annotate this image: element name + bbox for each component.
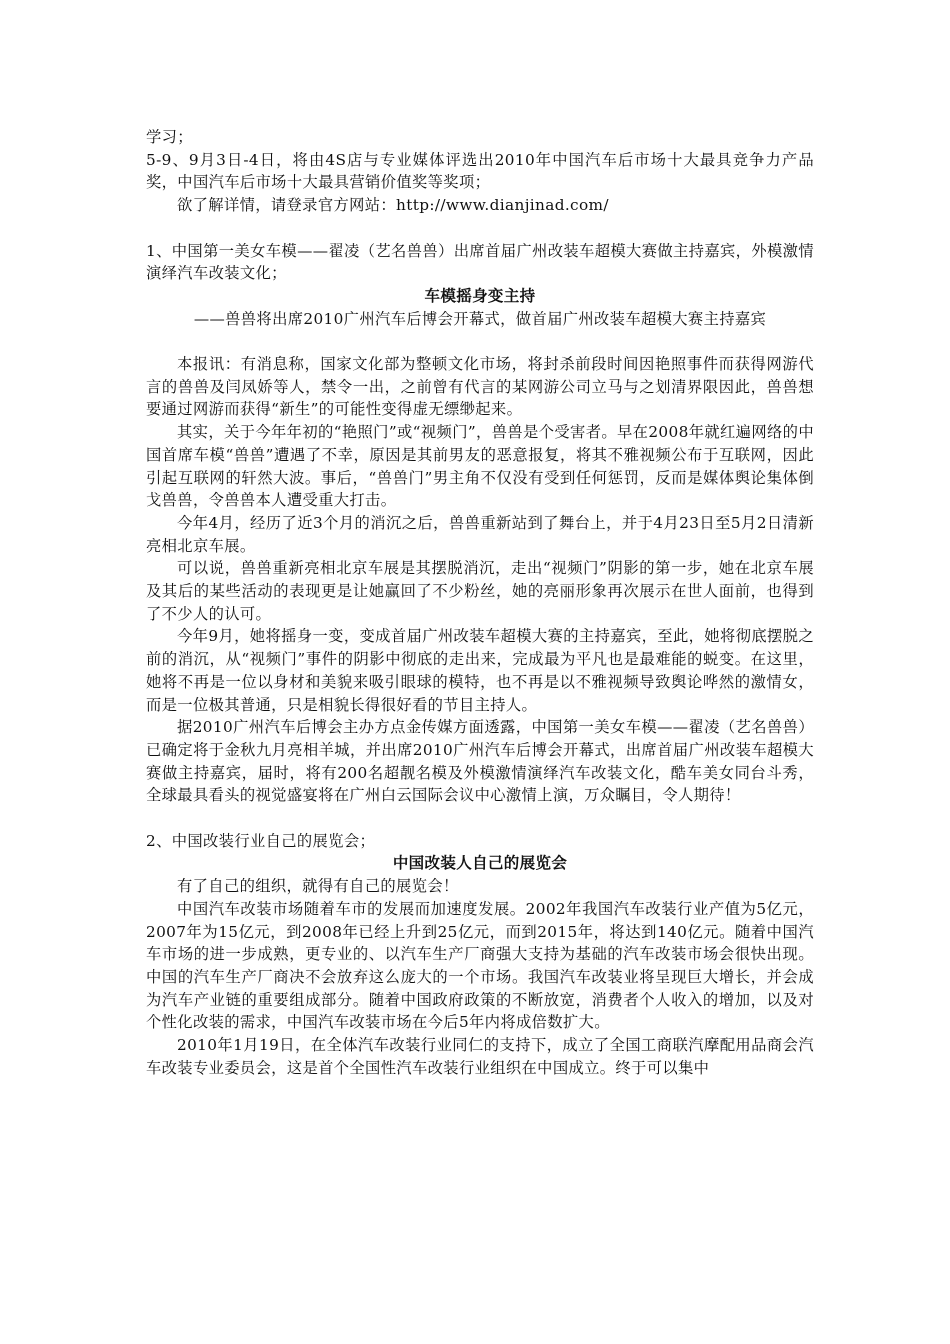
website-line: 欲了解详情，请登录官方网站：http://www.dianjinad.com/: [177, 196, 609, 215]
item-5-9: 5-9、9月3日-4日，将由4S店与专业媒体评选出2010年中国汽车后市场十大最具竞争力产品奖，中国汽车后市场十大最具营销价值奖等奖项；: [146, 150, 814, 192]
section1-paragraph: 可以说，兽兽重新亮相北京车展是其摆脱消沉，走出“视频门”阴影的第一步，她在北京车展及其后的某些活动的表现更是让她赢回了不少粉丝，她的亮丽形象再次展示在世人面前，也得到了不少人的认可。: [146, 559, 814, 623]
section1-paragraph: 本报讯：有消息称，国家文化部为整顿文化市场，将封杀前段时间因艳照事件而获得网游代言的兽兽及闫凤娇等人，禁令一出，之前曾有代言的某网游公司立马与之划清界限因此，兽兽想要通过网游而获得“新生”的可能性变得虚无缥缈起来。: [146, 355, 814, 419]
spacer: [146, 330, 814, 353]
spacer: [146, 807, 814, 830]
section2-paragraph: 有了自己的组织，就得有自己的展览会！: [177, 877, 459, 896]
line-study: 学习；: [146, 128, 193, 146]
section2-paragraph: 中国汽车改装市场随着车市的发展而加速度发展。2002年我国汽车改装行业产值为5亿元，2007年为15亿元，到2008年已经上升到25亿元，而到2015年，将达到140亿元。随着中国汽车市场的进一步成熟，更专业的、以汽车生产厂商强大支持为基础的汽车改装市场会很快出现。中国的汽车生产厂商决不会放弃这么庞大的一个市场。我国汽车改装业将呈现巨大增长，并会成为汽车产业链的重要组成部分。随着中国政府政策的不断放宽，消费者个人收入的增加，以及对个性化改装的需求，中国汽车改装市场在今后5年内将成倍数扩大。: [146, 899, 814, 1032]
section1-subtitle: ——兽兽将出席2010广州汽车后博会开幕式，做首届广州改装车超模大赛主持嘉宾: [193, 309, 767, 328]
section1-paragraph: 今年4月，经历了近3个月的消沉之后，兽兽重新站到了舞台上，并于4月23日至5月2日清新亮相北京车展。: [146, 513, 814, 555]
section2-title: 中国改装人自己的展览会: [392, 854, 568, 873]
section1-paragraph: 今年9月，她将摇身一变，变成首届广州改装车超模大赛的主持嘉宾，至此，她将彻底摆脱之前的消沉，从“视频门”事件的阴影中彻底的走出来，完成最为平凡也是最难能的蜕变。在这里，她将不再是一位以身材和美貌来吸引眼球的模特，也不再是以不雅视频导致舆论哗然的激情女，而是一位极其普通，只是相貌长得很好看的节目主持人。: [146, 627, 814, 714]
section1-paragraph: 据2010广州汽车后博会主办方点金传媒方面透露，中国第一美女车模——翟凌（艺名兽兽）已确定将于金秋九月亮相羊城，并出席2010广州汽车后博会开幕式，出席首届广州改装车超模大赛做主持嘉宾，届时，将有200名超靓名模及外模激情演绎汽车改装文化，酷车美女同台斗秀，全球最具看头的视觉盛宴将在广州白云国际会议中心激情上演，万众瞩目，令人期待！: [146, 718, 814, 805]
section2-heading: 2、中国改装行业自己的展览会；: [146, 831, 376, 850]
document-page: [146, 126, 814, 1079]
section1-paragraph: 其实，关于今年年初的“艳照门”或“视频门”，兽兽是个受害者。早在2008年就红遍网络的中国首席车模“兽兽”遭遇了不幸，原因是其前男友的恶意报复，将其不雅视频公布于互联网，因此引起互联网的轩然大波。事后，“兽兽门”男主角不仅没有受到任何惩罚，反而是媒体舆论集体倒戈兽兽，令兽兽本人遭受重大打击。: [146, 423, 814, 510]
section1-title: 车模摇身变主持: [424, 286, 536, 305]
section2-paragraph: 2010年1月19日，在全体汽车改装行业同仁的支持下，成立了全国工商联汽摩配用品商会汽车改装专业委员会，这是首个全国性汽车改装行业组织在中国成立。终于可以集中: [146, 1036, 814, 1077]
spacer: [146, 217, 814, 240]
section1-heading: 1、中国第一美女车模——翟凌（艺名兽兽）出席首届广州改装车超模大赛做主持嘉宾，外模激情演绎汽车改装文化；: [146, 241, 814, 283]
